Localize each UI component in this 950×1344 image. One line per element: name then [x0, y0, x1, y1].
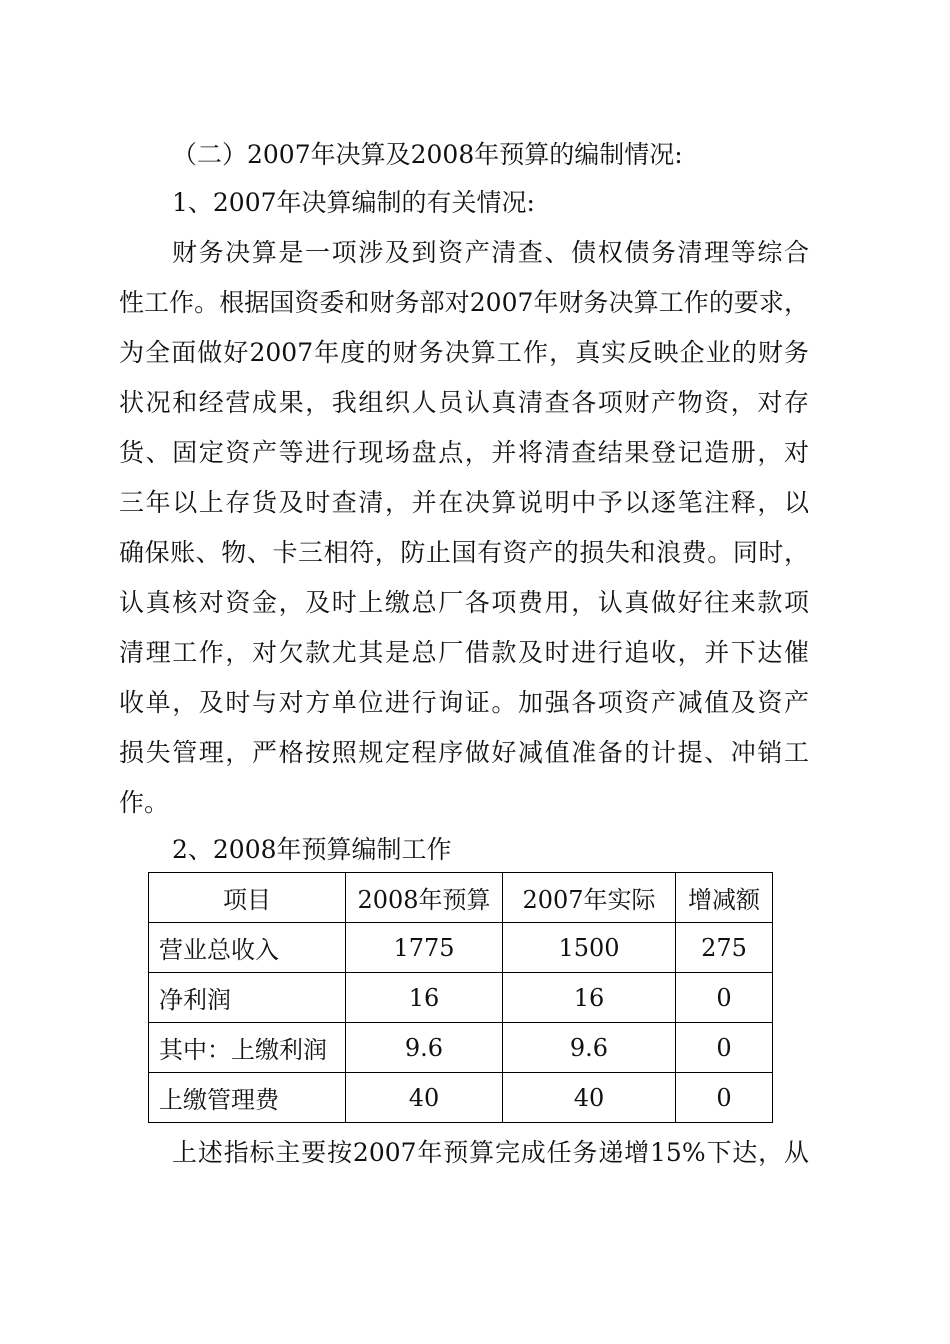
table-header-cell: 2007年实际: [503, 873, 676, 923]
table-cell: 40: [503, 1073, 676, 1123]
table-header-cell: 2008年预算: [346, 873, 503, 923]
paragraph-line: 上述指标主要按2007年预算完成任务递增15%下达，从: [172, 1138, 809, 1167]
paragraph-line: 认真核对资金，及时上缴总厂各项费用，认真做好往来款项: [119, 588, 809, 617]
table-header-cell: 项目: [149, 873, 346, 923]
table-cell: 1500: [503, 923, 676, 973]
table-cell: 9.6: [503, 1023, 676, 1073]
paragraph-line: 作。: [119, 788, 170, 817]
table-row: [149, 1023, 773, 1073]
table-row: [149, 923, 773, 973]
subsection-heading-2: 2、2008年预算编制工作: [172, 835, 452, 864]
paragraph-line: 为全面做好2007年度的财务决算工作，真实反映企业的财务: [119, 338, 809, 367]
table-cell: 其中：上缴利润: [149, 1023, 346, 1073]
paragraph-line: 性工作。根据国资委和财务部对2007年财务决算工作的要求，: [119, 288, 809, 317]
table-cell: 9.6: [346, 1023, 503, 1073]
paragraph-line: 损失管理，严格按照规定程序做好减值准备的计提、冲销工: [119, 738, 809, 767]
table-header-cell: 增减额: [676, 873, 773, 923]
table-cell: 16: [503, 973, 676, 1023]
table-cell: 营业总收入: [149, 923, 346, 973]
paragraph-line: 收单，及时与对方单位进行询证。加强各项资产减值及资产: [119, 688, 809, 717]
table-cell: 16: [346, 973, 503, 1023]
table-cell: 0: [676, 1023, 773, 1073]
paragraph-line: 财务决算是一项涉及到资产清查、债权债务清理等综合: [172, 238, 809, 267]
table-row: [149, 1073, 773, 1123]
section-heading: （二）2007年决算及2008年预算的编制情况:: [172, 140, 683, 169]
table-cell: 上缴管理费: [149, 1073, 346, 1123]
table-header-row: [149, 873, 773, 923]
paragraph-line: 确保账、物、卡三相符，防止国有资产的损失和浪费。同时，: [119, 538, 809, 567]
budget-table: [148, 872, 773, 1123]
paragraph-line: 三年以上存货及时查清，并在决算说明中予以逐笔注释，以: [119, 488, 809, 517]
subsection-heading-1: 1、2007年决算编制的有关情况:: [172, 188, 535, 217]
paragraph-line: 清理工作，对欠款尤其是总厂借款及时进行追收，并下达催: [119, 638, 809, 667]
table-cell: 40: [346, 1073, 503, 1123]
table-row: [149, 973, 773, 1023]
table-cell: 0: [676, 973, 773, 1023]
table-cell: 1775: [346, 923, 503, 973]
table-cell: 0: [676, 1073, 773, 1123]
paragraph-line: 状况和经营成果，我组织人员认真清查各项财产物资，对存: [119, 388, 809, 417]
paragraph-line: 货、固定资产等进行现场盘点，并将清查结果登记造册，对: [119, 438, 809, 467]
table-cell: 净利润: [149, 973, 346, 1023]
table-cell: 275: [676, 923, 773, 973]
